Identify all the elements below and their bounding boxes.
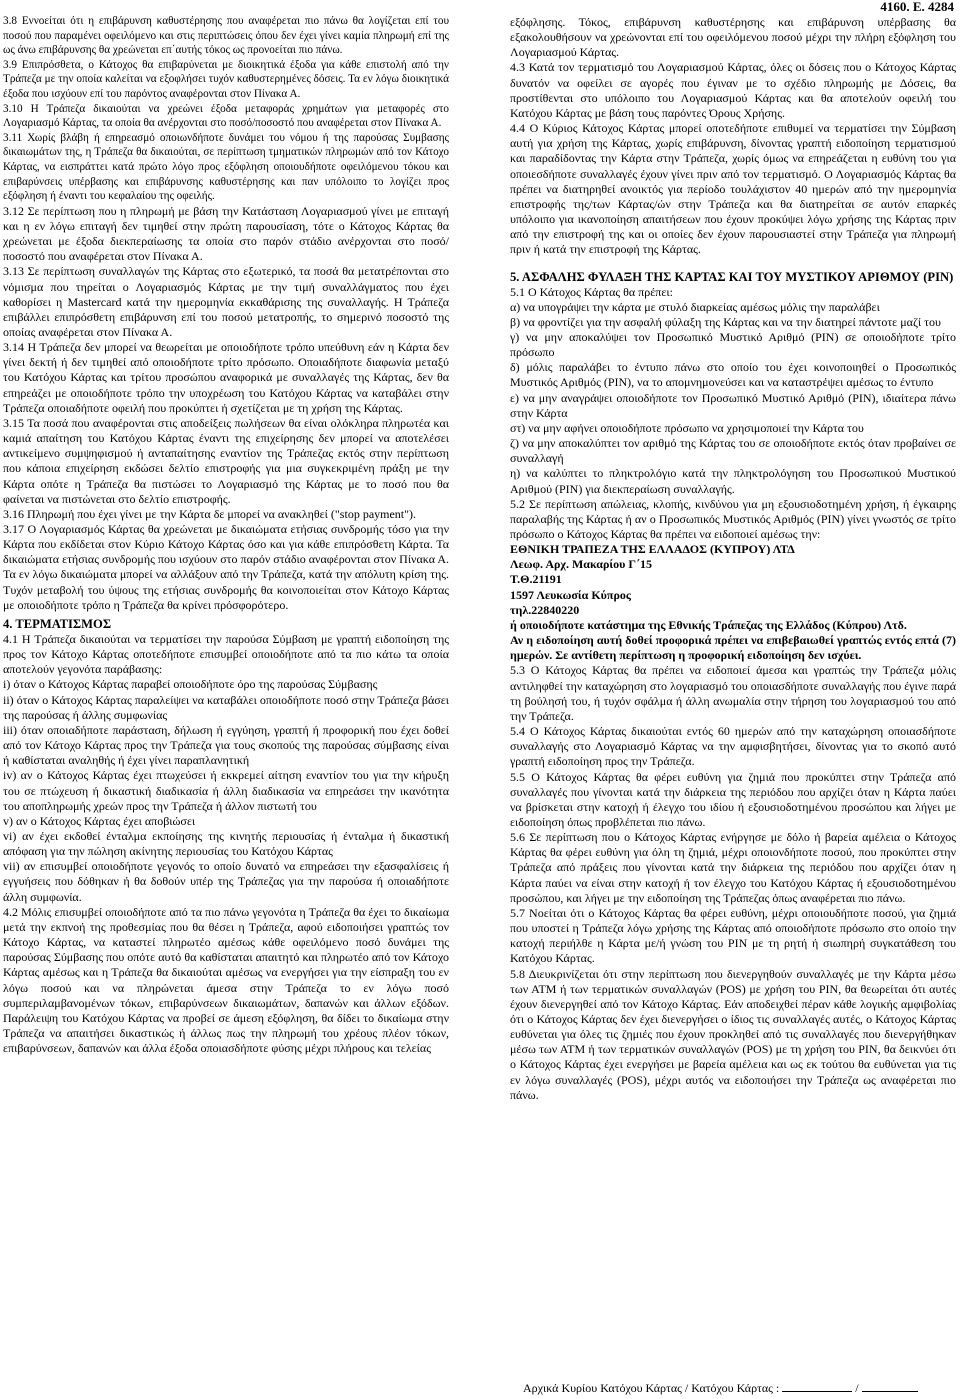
clause-3-9: 3.9 Επιπρόσθετα, ο Κάτοχος θα επιβαρύνεται με διοικητικά έξοδα για κάθε επιστολή από την Τράπεζα με την οποία καλείται να εξοφλήσει τυχόν καθυστερημένες δόσεις. Τα εν λόγω διοικητικά έξοδα που ισχύουν επί του παρόντος αναφέρονται στον Πίνακα Α. xyxy=(3,58,449,100)
clause-4-1: 4.1 Η Τράπεζα δικαιούται να τερματίσει την παρούσα Σύμβαση με γραπτή ειδοποίηση της προς τον Κάτοχο Κάρτας οποτεδήποτε επισυμβεί οποιοδήποτε από τα πιο κάτω τα οποία αποτελούν γεγονότα παράβασης: xyxy=(3,631,449,677)
clause-5-1-d: δ) μόλις παραλάβει το έντυπο πάνω στο οποίο του έχει κοινοποιηθεί ο Προσωπικός Μυστικός Αριθμός (PIN), να το απομνημονεύσει και να καταστρέψει αμέσως το έντυπο xyxy=(510,360,956,390)
initials-field-primary[interactable] xyxy=(782,1381,852,1392)
page-number: 4160. Ε. 4284 xyxy=(880,0,954,14)
clause-5-5: 5.5 Ο Κάτοχος Κάρτας θα φέρει ευθύνη για ζημιά που προκύπτει στην Τράπεζα από συναλλαγές που γίνονται κατά την διάρκεια της περιόδου που αρχίζει όταν η Κάρτα παύει να βρίσκεται στην κατοχή ή έλεγχο του ιδίου ή εξουσιοδοτημένου προσώπου και λήγει με ειδοποίηση όπως προβλέπεται πιο πάνω. xyxy=(510,769,956,829)
clause-4-1-v: v) αν ο Κάτοχος Κάρτας έχει αποβιώσει xyxy=(3,813,196,828)
clause-3-10: 3.10 Η Τράπεζα δικαιούται να χρεώνει έξοδα μεταφοράς χρημάτων για μεταφορές στο Λογαριασμό Κάρτας, τα οποία θα ανέρχονται στο ποσό/ποσοστό που αναφέρεται στον Πίνακα Α. xyxy=(3,102,449,130)
clause-4-1-ii: ii) όταν ο Κάτοχος Κάρτας παραλείψει να καταβάλει οποιοδήποτε ποσό στην Τράπεζα βάσει της παρούσας ή άλλης συμφωνίας xyxy=(3,692,449,722)
bank-branch-note: ή οποιοδήποτε κατάστημα της Εθνικής Τράπεζας της Ελλάδος (Κύπρου) Λτδ. xyxy=(510,617,907,632)
clause-3-15: 3.15 Τα ποσά που αναφέρονται στις αποδείξεις πωλήσεων θα είναι ολόκληρα πληρωτέα και καμιά απαίτηση του Κατόχου Κάρτας έναντι της επιχείρησης δεν μπορεί να αποτελέσει αντικείμενο συμψηφισμού ή ανταπαίτησης εναντίον της Τράπεζας εκτός στην περίπτωση που κάποια επιχείρηση εκδώσει δελτίο επιστροφής για μια συγκεκριμένη πράξη με την Κάρτα οπότε η Τράπεζα θα πιστώσει το Λογαριασμό της Κάρτας με το ποσό που θα φαίνεται να πιστώνεται στο δελτίο επιστροφής. xyxy=(3,415,449,506)
bank-name: ΕΘΝΙΚΗ ΤΡΑΠΕΖΑ ΤΗΣ ΕΛΛΑΔΟΣ (ΚΥΠΡΟΥ) ΛΤΔ xyxy=(510,542,795,557)
clause-4-2-continued: εξόφλησης. Τόκος, επιβάρυνση καθυστέρησης και επιβάρυνση υπέρβασης θα εξακολουθήσουν να χρεώνονται επί του οφειλόμενου ποσού μέχρι την πλήρη εξόφληση του Λογαριασμού Κάρτας. xyxy=(510,15,956,60)
clause-4-1-iii: iii) όταν οποιαδήποτε παράσταση, δήλωση ή εγγύηση, γραπτή ή προφορική που έχει δοθεί από τον Κάτοχο Κάρτας προς την Τράπεζα για τους σκοπούς της παρούσας σύμβασης είναι ή καθίσταται αναληθής ή έχει γίνει παραπλανητική xyxy=(3,722,449,768)
clause-5-4: 5.4 Ο Κάτοχος Κάρτας δικαιούται εντός 60 ημερών από την καταχώρηση οποιασδήποτε συναλλαγής στο Λογαριασμό Κάρτας να την αμφισβητήσει, δίνοντας για το σκοπό αυτό γραπτή ειδοποίηση προς την Τράπεζα. xyxy=(510,724,956,769)
oral-notice-warning: Αν η ειδοποίηση αυτή δοθεί προφορικά πρέπει να επιβεβαιωθεί γραπτώς εντός επτά (7) ημερών. Σε αντίθετη περίπτωση η προφορική ειδοποίηση δεν ισχύει. xyxy=(510,633,956,663)
clause-4-1-vi: vi) αν έχει εκδοθεί ένταλμα εκποίησης της κινητής περιουσίας ή ένταλμα ή δικαστική απόφαση για την πώληση ακίνητης περιουσίας του Κατόχου Κάρτας xyxy=(3,828,449,859)
clause-5-1-e: ε) να μην αναγράψει οποιοδήποτε τον Προσωπικό Μυστικό Αριθμό (PIN), ιδιαίτερα πάνω στην Κάρτα xyxy=(510,390,956,420)
initials-label: Αρχικά Κυρίου Κατόχου Κάρτας / Κατόχου Κάρτας : xyxy=(523,1381,780,1395)
clause-4-4: 4.4 Ο Κύριος Κάτοχος Κάρτας μπορεί οποτεδήποτε επιθυμεί να τερματίσει την Σύμβαση αυτή για χρήση της Κάρτας, χωρίς επιβάρυνση, δίνοντας γραπτή ειδοποίηση τερματισμού και παραδίδοντας την Κάρτα στην Τράπεζα, χωρίς όμως να επηρεάζεται η ευθύνη του για οποιεσδήποτε συναλλαγές έχουν γίνει πριν από τον τερματισμό. Ο Λογαριασμός Κάρτας θα πρέπει να διατηρηθεί ανοικτός για περίοδο τουλάχιστον 40 ημερών από την ημερομηνία επιστροφής της/των Κάρτας/ών στην Τράπεζα και θα διατηρείται σε αυτόν επαρκές υπόλοιπο για ικανοποίηση απαιτήσεων που έχουν προκύψει λόγω χρήσης της Κάρτας πριν από την επιστροφή της και οι οποίες δεν έχουν παρουσιαστεί στην Τράπεζα για πληρωμή πριν ή κατά την επιστροφή της Κάρτας. xyxy=(510,121,956,257)
bank-po-box: Τ.Θ.21191 xyxy=(510,572,562,587)
clause-5-1-a: α) να υπογράψει την κάρτα με στυλό διαρκείας αμέσως μόλις την παραλάβει xyxy=(510,299,880,314)
right-column xyxy=(510,15,956,1103)
clause-4-2: 4.2 Μόλις επισυμβεί οποιοδήποτε από τα πιο πάνω γεγονότα η Τράπεζα θα έχει το δικαίωμα μετά την εκπνοή της προθεσμίας που θα θέσει η Τράπεζα, αφού ειδοποιήσει γραπτώς τον Κάτοχο Κάρτας, να καταστεί πληρωτέο αμέσως κάθε οφειλόμενο ποσό δυνάμει της παρούσας Σύμβασης που οπότε αυτό θα καθίσταται απαιτητό και πληρωτέο από τον Κάτοχο Κάρτας αμέσως και η Τράπεζα θα δικαιούται αμέσως να ενεργήσει για την είσπραξη του εν λόγω ποσού και να πληρώνεται άμεσα στην Τράπεζα το εν λόγω ποσό συμπεριλαμβανομένων τόκων, επιβαρύνσεων δικαιωμάτων, δαπανών και άλλων εξόδων. Παράλειψη του Κατόχου Κάρτας να προβεί σε άμεση εξόφληση, θα δίδει το δικαίωμα στην Τράπεζα να απαιτήσει δικαστικώς ή άλλως πως την πληρωμή του χρέους πλέον τόκων, επιβαρύνσεων, δαπανών και άλλα έξοδα οποιασδήποτε φύσης μέχρι πλήρους και τελείας xyxy=(3,904,449,1056)
clause-3-16: 3.16 Πληρωμή που έχει γίνει με την Κάρτα δε μπορεί να ανακληθεί ("stop payment"). xyxy=(3,506,417,521)
clause-3-17: 3.17 Ο Λογαριασμός Κάρτας θα χρεώνεται με δικαιώματα ετήσιας συνδρομής τόσο για την Κάρτα που εκδίδεται στον Κύριο Κάτοχο Κάρτας όσο και για κάθε επιπρόσθετη Κάρτα. Τα δικαιώματα ετήσιας συνδρομής που ισχύουν στο παρόν στάδιο αναφέρονται στον Πίνακα Α. Τα εν λόγω δικαιώματα μπορεί να αλλάξουν από την Τράπεζα, κατά την απόλυτη κρίση της. Τυχόν μεταβολή του ύψους της ετήσιας συνδρομής θα κοινοποιείται στον Κάτοχο Κάρτας με οποιοδήποτε τρόπο η Τράπεζα θα κρίνει πρόσφορότερο. xyxy=(3,522,449,612)
clause-5-7: 5.7 Νοείται ότι ο Κάτοχος Κάρτας θα φέρει ευθύνη, μέχρι οποιουδήποτε ποσού, για ζημιά που υποστεί η Τράπεζα λόγω χρήσης της Κάρτας από οποιοδήποτε πρόσωπο στο οποίο την κατοχή περιήλθε η Κάρτα με/ή γνώση του PIN με τη ρητή ή σιωπηρή συγκατάθεση του Κατόχου Κάρτας. xyxy=(510,905,956,966)
initials-field-secondary[interactable] xyxy=(862,1381,918,1392)
clause-4-3: 4.3 Κατά τον τερματισμό του Λογαριασμού Κάρτας, όλες οι δόσεις που ο Κάτοχος Κάρτας δυνατόν να οφείλει σε αγορές που έγιναν με το σχέδιο πληρωμής με Δόσεις, θα προστίθενται στο υπόλοιπο του Λογαριασμού Κάρτας και θα αποτελούν οφειλή του Κατόχου Κάρτας με βάση τους παρόντες Όρους Χρήσης. xyxy=(510,60,956,120)
clause-3-8: 3.8 Εννοείται ότι η επιβάρυνση καθυστέρησης που αναφέρεται πιο πάνω θα λογίζεται επί του ποσού που παραμένει οφειλόμενο και στις περιπτώσεις όπου δεν έχει γίνει καμία πληρωμή επί της ως άνω επιβάρυνσης θα χρεώνεται επ΄αυτής τόκος ως προνοείται πιο πάνω. xyxy=(3,15,449,57)
clause-5-1-h: η) να καλύπτει το πληκτρολόγιο κατά την πληκτρολόγηση του Προσωπικού Μυστικού Αριθμού (PIN) για διεκπεραίωση συναλλαγής. xyxy=(510,466,956,496)
clause-5-2: 5.2 Σε περίπτωση απώλειας, κλοπής, κινδύνου για μη εξουσιοδοτημένη χρήση, ή έγκαιρης παραλαβής της Κάρτας ή αν ο Προσωπικός Μυστικός Αριθμός (PIN) γίνει γνωστός σε τρίτο πρόσωπο ο Κάτοχος Κάρτας θα πρέπει να ειδοποιεί αμέσως την: xyxy=(510,496,956,541)
section-4-heading: 4. ΤΕΡΜΑΤΙΣΜΟΣ xyxy=(3,616,112,631)
bank-city: 1597 Λευκωσία Κύπρος xyxy=(510,587,631,602)
clause-4-1-vii: vii) αν επισυμβεί οποιοδήποτε γεγονός το οποίο δυνατό να επηρεάσει την εξασφαλίσεις ή εγγυήσεις που δόθηκαν ή θα δοθούν υπέρ της Τράπεζας για την παρούσα ή οποιαδήποτε άλλη συμφωνία. xyxy=(3,859,449,904)
clause-5-8: 5.8 Διευκρινίζεται ότι στην περίπτωση που διενεργηθούν συναλλαγές με την Κάρτα μέσω των ΑΤΜ ή των τερματικών συναλλαγών (POS) με χρήση του PIN, θα θεωρείται ότι αυτές έχουν διενεργηθεί από τον Κάτοχο Κάρτας. Εάν αποδειχθεί πέραν κάθε λογικής αμφιβολίας ότι ο Κάτοχος Κάρτας δεν έχει διενεργήσει ο ίδιος τις συναλλαγές αυτές, ο Κάτοχος Κάρτας ευθύνεται για όλες τις ζημιές που έχουν προκληθεί από τις συναλλαγές που διενεργήθηκαν μέσω των ΑΤΜ ή των τερματικών συναλλαγών (POS) με τη χρήση του PIN, θα δεικνύει ότι ο Κάτοχος Κάρτας έχει ενεργήσει με βαρεία αμέλεια και ως εκ τούτου θα ευθύνεται για τις εν λόγω συναλλαγές (POS), μέχρι αυτός να ειδοποιήσει την Τράπεζα ως αναφέρεται πιο πάνω. xyxy=(510,966,956,1102)
initials-separator: / xyxy=(855,1381,859,1395)
clause-4-1-iv: iv) αν ο Κάτοχος Κάρτας έχει πτωχεύσει ή εκκρεμεί αίτηση εναντίον του για την κήρυξη του σε πτώχευση ή δικαστική διαδικασία ή άλλη διαδικασία να επηρεάσει την ικανότητα του αποπληρωμής χρεών προς την Τράπεζα ή άλλον πιστωτή του xyxy=(3,768,449,813)
bank-phone: τηλ.22840220 xyxy=(510,602,580,617)
clause-3-13: 3.13 Σε περίπτωση συναλλαγών της Κάρτας στο εξωτερικό, τα ποσά θα μετατρέπονται στο νόμισμα που τηρείται ο Λογαριασμός Κάρτας με την τιμή συναλλάγματος που έχει καθορίσει η Mastercard κατά την ημερομηνία εκκαθάρισης της συναλλαγής. Η Τράπεζα επιβάλλει επιπρόσθετη επιβάρυνση επί του ποσού μετατροπής, το σημερινό ποσοστό της οποίας αναφέρεται στον Πίνακα Α. xyxy=(3,264,449,339)
clause-5-3: 5.3 Ο Κάτοχος Κάρτας θα πρέπει να ειδοποιεί άμεσα και γραπτώς την Τράπεζα μόλις αντιληφθεί την καταχώρηση στο λογαριασμό του οποιασδήποτε συναλλαγής που έγινε παρά τη βούλησή του, ή τυχόν σφάλμα ή άλλη ανωμαλία στην τήρηση του λογαριασμού του από την Τράπεζα. xyxy=(510,663,956,723)
clause-4-1-i: i) όταν ο Κάτοχος Κάρτας παραβεί οποιοδήποτε όρο της παρούσας Σύμβασης xyxy=(3,677,378,692)
spacer xyxy=(510,258,956,266)
section-5-heading: 5. ΑΣΦΑΛΗΣ ΦΥΛΑΞΗ ΤΗΣ ΚΑΡΤΑΣ ΚΑΙ ΤΟΥ ΜΥΣΤΙΚΟΥ ΑΡΙΘΜΟΥ (PIN) xyxy=(510,269,954,284)
clause-5-1: 5.1 Ο Κάτοχος Κάρτας θα πρέπει: xyxy=(510,284,673,299)
clause-5-1-c: γ) να μην αποκαλύψει τον Προσωπικό Μυστικό Αριθμό (PIN) σε οποιοδήποτε τρίτο πρόσωπο xyxy=(510,329,956,360)
bank-street: Λεωφ. Αρχ. Μακαρίου Γ΄15 xyxy=(510,557,652,572)
clause-3-11: 3.11 Χωρίς βλάβη ή επηρεασμό οποιωνδήποτε δυνάμει του νόμου ή της παρούσας Συμβασης δικαιωμάτων της, η Τράπεζα θα δικαιούται, σε περίπτωση τμηματικών πληρωμών από τον Κάτοχο Κάρτας, να εισπράττει κατά πρώτο λόγο προς εξόφληση οποιουδήποτε οφειλόμενου τόκου και επιβαρύνσεις υπέρβασης και επιβάρυνσης καθυστέρησης και παν υπόλοιπο το λογίζει προς εξόφληση ή έναντι του κεφαλαίου της οφειλής. xyxy=(3,131,449,203)
clause-3-12: 3.12 Σε περίπτωση που η πληρωμή με βάση την Κατάσταση Λογαριασμού γίνει με επιταγή και η εν λόγω επιταγή δεν τιμηθεί στην πρώτη παρουσίαση, τότε ο Κάτοχος Κάρτας θα χρεώνεται με έξοδα διεκπεραίωσης τα οποία στο παρόν στάδιο ανέρχονται στο ποσό/ποσοστό που αναφέρεται στον Πίνακα Α. xyxy=(3,203,449,264)
clause-5-1-b: β) να φροντίζει για την ασφαλή φύλαξη της Κάρτας και να την διατηρεί πάντοτε μαζί του xyxy=(510,314,941,329)
clause-3-14: 3.14 Η Τράπεζα δεν μπορεί να θεωρείται με οποιοδήποτε τρόπο υπεύθυνη εάν η Κάρτα δεν γίνει δεκτή ή δεν τιμηθεί από οποιοδήποτε τρίτο πρόσωπο. Οποιαδήποτε διαφωνία μεταξύ του Κατόχου Κάρτας και τρίτου προσώπου αναφορικά με συναλλαγές της Κάρτας, δεν θα επηρεάζει με οποιοδήποτε τρόπο την υποχρέωση του Κατόχου Κάρτας να καταβάλει στην Τράπεζα οποιαδήποτε οφειλή που προκύπτει ή σχετίζεται με τη χρήση της Κάρτας. xyxy=(3,340,449,415)
clause-5-1-g: ζ) να μην αποκαλύπτει τον αριθμό της Κάρτας του σε οποιοδήποτε εκτός όταν προβαίνει σε συναλλαγή xyxy=(510,436,956,466)
clause-5-1-f: στ) να μην αφήνει οποιοδήποτε πρόσωπο να χρησιμοποιεί την Κάρτα του xyxy=(510,420,864,435)
clause-5-6: 5.6 Σε περίπτωση που ο Κάτοχος Κάρτας ενήργησε με δόλο ή βαρεία αμέλεια ο Κάτοχος Κάρτας θα φέρει ευθύνη για όλη τη ζημιά, μέχρι οποιονδήποτε ποσού, που προκύπτει στην Τράπεζα από πράξεις που γίνονται κατά την διάρκεια της περιόδου που αρχίζει όταν η Κάρτα παύει να είναι στην κατοχή ή τον έλεγχο του Κατόχου Κάρτας ή εξουσιοδοτημένου προσώπου, και λήγει με την ειδοποίηση της Τράπεζας όπως αναφέρεται πιο πάνω. xyxy=(510,830,956,905)
initials-footer xyxy=(523,1381,918,1395)
left-column xyxy=(3,14,449,1056)
